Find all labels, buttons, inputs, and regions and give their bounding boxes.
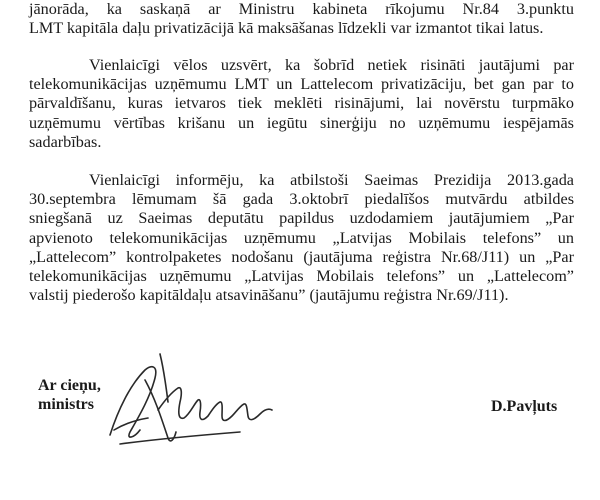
paragraph-line: apvienoto telekomunikācijas uzņēmumu „Latvijas Mobilais telefons” un [29, 228, 574, 247]
paragraph-line: sniegšanā uz Saeimas deputātu papildus uzdodamiem jautājumiem „Par [29, 209, 574, 228]
closing-salutation [38, 376, 101, 414]
paragraph-line: pārvaldīšanu, kuras ietvaros tiek meklēti risinājumi, lai novērstu turpmāko [29, 94, 574, 113]
paragraph-line: „Lattelecom” kontrolpaketes nodošanu (jautājuma reģistra Nr.68/J11) un „Par [29, 247, 574, 266]
paragraph-line: uzņēmumu vērtības krišanu un iegūtu sinerģiju no uzņēmumu iespējamās [29, 113, 574, 132]
handwritten-signature [100, 340, 280, 460]
closing-regards: Ar cieņu, [38, 377, 101, 394]
paragraph-line: valstij piederošo kapitāldaļu atsavināšanu” (jautājumu reģistra Nr.69/J11). [29, 286, 509, 305]
paragraph-line: jānorāda, ka saskaņā ar Ministru kabineta rīkojumu Nr.84 3.punktu [29, 0, 574, 18]
paragraph-line: sadarbības. [29, 132, 102, 151]
paragraph-oral-answers [29, 171, 574, 305]
closing-title: ministrs [38, 396, 94, 413]
paragraph-privatization-currency [29, 0, 574, 38]
paragraph-line: 30.septembra lēmumam šā gada 3.oktobrī piedalīšos mutvārdu atbildes [29, 190, 574, 209]
paragraph-line: Vienlaicīgi vēlos uzsvērt, ka šobrīd netiek risināti jautājumi par [89, 56, 574, 74]
author-name: D.Pavļuts [491, 398, 558, 415]
paragraph-line: telekomunikācijas uzņēmumu LMT un Lattelecom privatizāciju, bet gan par to [29, 75, 574, 94]
paragraph-line: telekomunikācijas uzņēmumu „Latvijas Mobilais telefons” un „Lattelecom” [29, 267, 574, 286]
paragraph-line: LMT kapitāla daļu privatizācijā kā maksāšanas līdzekli var izmantot tikai latus. [29, 19, 544, 38]
paragraph-line: Vienlaicīgi informēju, ka atbilstoši Saeimas Prezidija 2013.gada [89, 171, 574, 189]
paragraph-management-emphasis [29, 56, 574, 152]
